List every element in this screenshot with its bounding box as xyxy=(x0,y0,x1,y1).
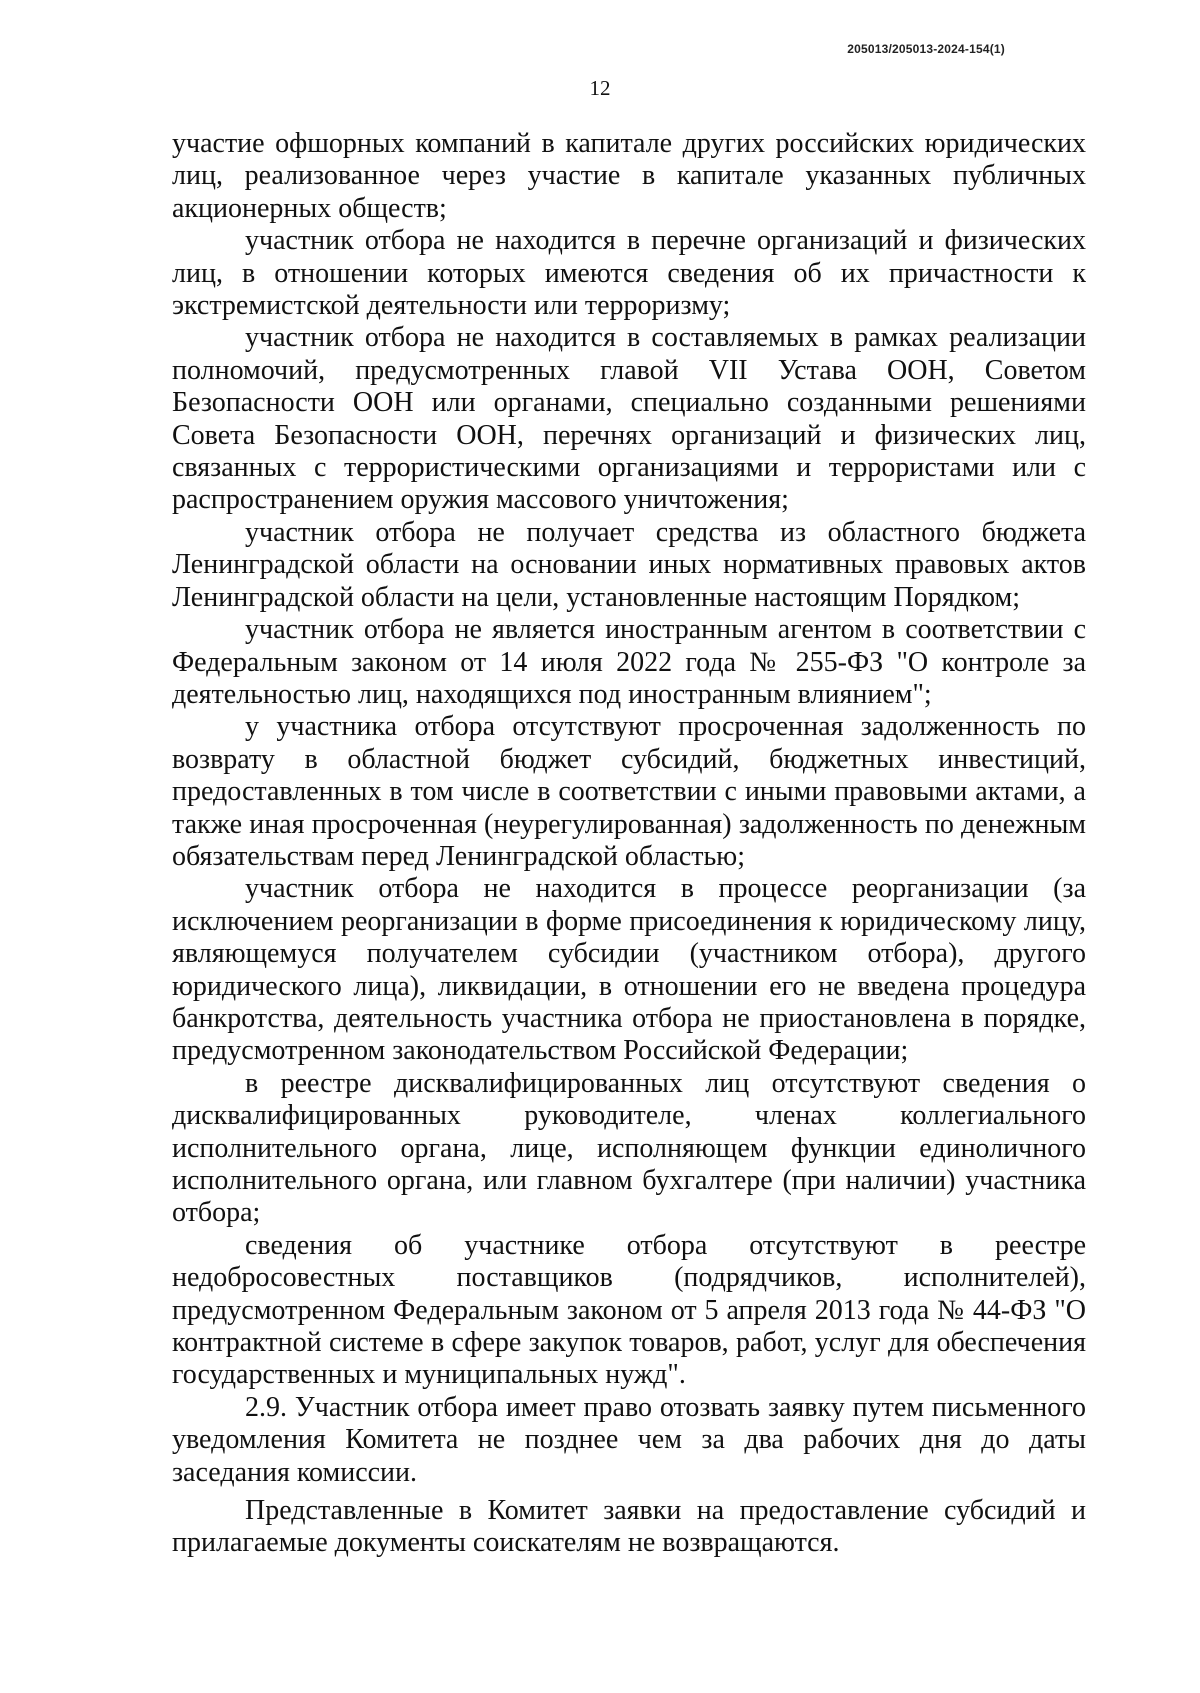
paragraph-un-security-council-lists: участник отбора не находится в составляемых в рамках реализации полномочий, предусмотренных главой VII Устава ООН, Советом Безопасности ООН или органами, специально созданными решениями Совета Безопасности ООН, перечнях организаций и физических лиц, связанных с террористическими организациями и террористами или с распространением оружия массового уничтожения; xyxy=(172,322,1086,516)
paragraph-extremism-list: участник отбора не находится в перечне организаций и физических лиц, в отношении которых имеются сведения об их причастности к экстремистской деятельности или терроризму; xyxy=(172,225,1086,322)
paragraph-reorganization: участник отбора не находится в процессе реорганизации (за исключением реорганизации в форме присоединения к юридическому лицу, являющемуся получателем субсидии (участником отбора), другого юридического лица), ликвидации, в отношении его не введена процедура банкротства, деятельность участника отбора не приостановлена в порядке, предусмотренном законодательством Российской Федерации; xyxy=(172,873,1086,1067)
paragraph-overdue-debt: у участника отбора отсутствуют просроченная задолженность по возврату в областной бюджет субсидий, бюджетных инвестиций, предоставленных в том числе в соответствии с иными правовыми актами, а также иная просроченная (неурегулированная) задолженность по денежным обязательствам перед Ленинградской областью; xyxy=(172,711,1086,872)
paragraph-regional-budget-funds: участник отбора не получает средства из областного бюджета Ленинградской области на основании иных нормативных правовых актов Ленинградской области на цели, установленные настоящим Порядком; xyxy=(172,516,1086,613)
page-number: 12 xyxy=(589,76,611,100)
paragraph-applications-not-returned: Представленные в Комитет заявки на предоставление субсидий и прилагаемые документы соискателям не возвращаются. xyxy=(172,1495,1086,1559)
document-id: 205013/205013-2024-154(1) xyxy=(847,42,1005,56)
document-body xyxy=(172,128,1086,1560)
paragraph-offshore-participation: участие офшорных компаний в капитале других российских юридических лиц, реализованное через участие в капитале указанных публичных акционерных обществ; xyxy=(172,128,1086,224)
paragraph-disqualified-persons: в реестре дисквалифицированных лиц отсутствуют сведения о дисквалифицированных руководителе, членах коллегиального исполнительного органа, лице, исполняющем функции единоличного исполнительного органа, или главном бухгалтере (при наличии) участника отбора; xyxy=(172,1067,1086,1229)
paragraph-unfair-suppliers-registry: сведения об участнике отбора отсутствуют в реестре недобросовестных поставщиков (подрядчиков, исполнителей), предусмотренном Федеральным законом от 5 апреля 2013 года № 44-ФЗ "О контрактной системе в сфере закупок товаров, работ, услуг для обеспечения государственных и муниципальных нужд". xyxy=(172,1229,1086,1391)
paragraph-clause-2-9: 2.9. Участник отбора имеет право отозвать заявку путем письменного уведомления Комитета не позднее чем за два рабочих дня до даты заседания комиссии. xyxy=(172,1391,1086,1488)
paragraph-foreign-agent: участник отбора не является иностранным агентом в соответствии с Федеральным законом от 14 июля 2022 года № 255-ФЗ "О контроле за деятельностью лиц, находящихся под иностранным влиянием"; xyxy=(172,614,1086,710)
